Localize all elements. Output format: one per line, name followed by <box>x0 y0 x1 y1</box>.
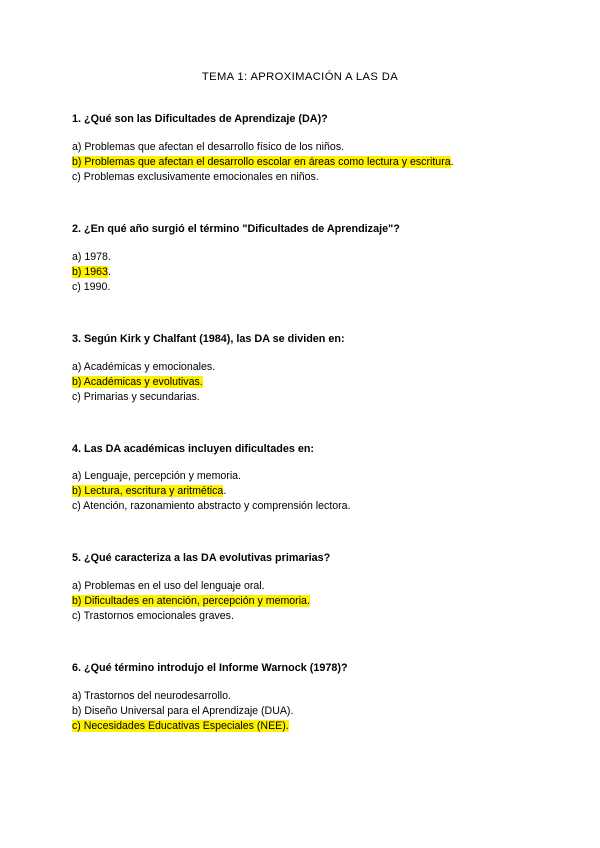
option-3c <box>72 390 200 404</box>
option-2b-text: b) 1963 <box>72 266 108 278</box>
option-5b <box>72 594 310 608</box>
question-4: 4. Las DA académicas incluyen dificultades en: <box>72 443 315 455</box>
question-3: 3. Según Kirk y Chalfant (1984), las DA se dividen en: <box>72 333 345 345</box>
option-3c-text: c) Primarias y secundarias. <box>72 391 200 403</box>
option-5a-text: a) Problemas en el uso del lenguaje oral. <box>72 580 265 592</box>
option-1b-tail: . <box>450 156 454 168</box>
option-4c <box>72 499 351 513</box>
question-2: 2. ¿En qué año surgió el término "Dificultades de Aprendizaje"? <box>72 223 400 235</box>
option-6b <box>72 704 293 718</box>
option-5c <box>72 609 234 623</box>
option-3b <box>72 375 203 389</box>
option-1b <box>72 155 454 169</box>
option-6a <box>72 689 231 703</box>
option-4c-text: c) Atención, razonamiento abstracto y comprensión lectora. <box>72 500 351 512</box>
option-2c-text: c) 1990. <box>72 281 111 293</box>
option-6c-text: c) Necesidades Educativas Especiales (NEE). <box>72 720 289 732</box>
option-2c <box>72 280 110 294</box>
option-1c <box>72 170 319 184</box>
question-1: 1. ¿Qué son las Dificultades de Aprendizaje (DA)? <box>72 113 328 125</box>
option-1b-text: b) Problemas que afectan el desarrollo escolar en áreas como lectura y escritura <box>72 156 451 168</box>
option-2b <box>72 265 111 279</box>
option-1a <box>72 140 344 154</box>
option-3a <box>72 360 215 374</box>
option-2a-text: a) 1978. <box>72 251 111 263</box>
question-6: 6. ¿Qué término introdujo el Informe Warnock (1978)? <box>72 662 348 674</box>
option-3a-text: a) Académicas y emocionales. <box>72 361 216 373</box>
option-4b-tail: . <box>223 485 227 497</box>
option-4a-text: a) Lenguaje, percepción y memoria. <box>72 470 242 482</box>
option-6c <box>72 719 289 733</box>
option-2b-tail: . <box>107 266 111 278</box>
option-4a <box>72 469 241 483</box>
option-5c-text: c) Trastornos emocionales graves. <box>72 610 234 622</box>
option-2a <box>72 250 111 264</box>
document-title: TEMA 1: APROXIMACIÓN A LAS DA <box>201 71 399 83</box>
option-6a-text: a) Trastornos del neurodesarrollo. <box>72 690 231 702</box>
option-1c-text: c) Problemas exclusivamente emocionales en niños. <box>72 171 319 183</box>
question-5: 5. ¿Qué caracteriza a las DA evolutivas primarias? <box>72 552 331 564</box>
option-4b-text: b) Lectura, escritura y aritmética <box>72 485 224 497</box>
option-3b-text: b) Académicas y evolutivas. <box>72 376 203 388</box>
option-5a <box>72 579 265 593</box>
option-5b-text: b) Dificultades en atención, percepción y memoria. <box>72 595 310 607</box>
option-1a-text: a) Problemas que afectan el desarrollo físico de los niños. <box>72 141 345 153</box>
option-4b <box>72 484 226 498</box>
option-6b-text: b) Diseño Universal para el Aprendizaje (DUA). <box>72 705 294 717</box>
